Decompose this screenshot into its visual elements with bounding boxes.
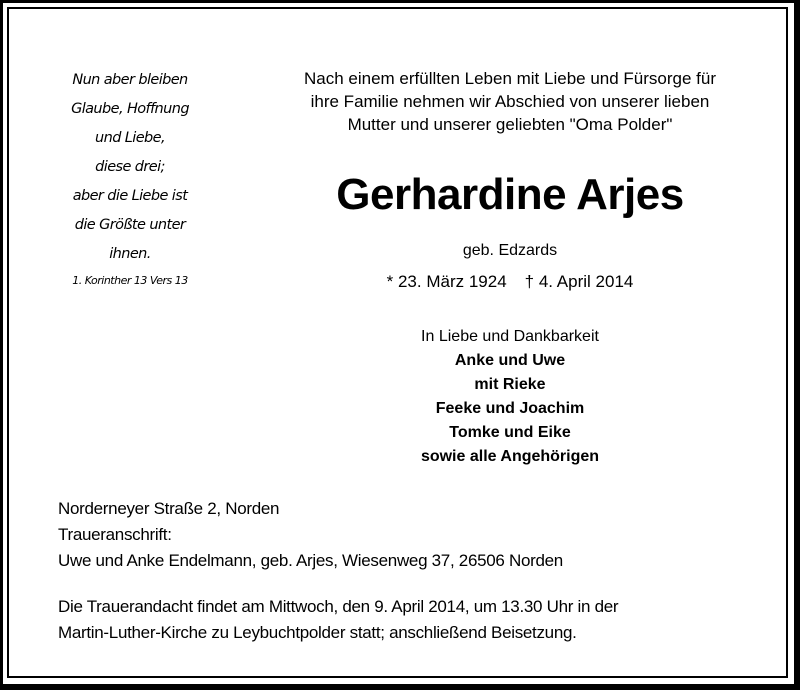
family-member: Tomke und Eike [449, 424, 571, 441]
bible-verse [40, 66, 220, 291]
service-line: Die Trauerandacht findet am Mittwoch, den 9. April 2014, um 13.30 Uhr in der [58, 597, 619, 616]
verse-line: aber die Liebe ist [72, 188, 188, 204]
deceased-name: Gerhardine Arjes [336, 170, 684, 219]
address-block [58, 496, 758, 574]
family-member: sowie alle Angehörigen [420, 448, 600, 465]
intro-line: ihre Familie nehmen wir Abschied von unserer lieben [310, 92, 710, 111]
maiden-name: geb. Edzards [462, 242, 558, 259]
verse-line: die Größte unter [74, 217, 186, 233]
intro-line: Mutter und unserer geliebten "Oma Polder" [347, 115, 673, 134]
family-member: mit Rieke [474, 376, 546, 393]
service-info [58, 594, 758, 646]
family-member: Feeke und Joachim [435, 400, 585, 417]
address-line: Norderneyer Straße 2, Norden [58, 499, 280, 518]
verse-line: Glaube, Hoffnung [71, 101, 189, 117]
service-line: Martin-Luther-Kirche zu Leybuchtpolder statt; anschließend Beisetzung. [58, 623, 577, 642]
family-signatures [310, 325, 710, 469]
address-line: Traueranschrift: [58, 525, 172, 544]
verse-reference: 1. Korinther 13 Vers 13 [72, 274, 188, 287]
verse-line: ihnen. [109, 246, 151, 262]
family-member: Anke und Uwe [454, 352, 566, 369]
life-dates [250, 270, 770, 294]
verse-line: Nun aber bleiben [72, 72, 188, 88]
death-date: † 4. April 2014 [524, 272, 634, 291]
address-line: Uwe und Anke Endelmann, geb. Arjes, Wiesenweg 37, 26506 Norden [58, 551, 563, 570]
verse-line: diese drei; [95, 159, 165, 175]
intro-text [250, 67, 770, 136]
family-lead: In Liebe und Dankbarkeit [421, 328, 599, 345]
birth-date: * 23. März 1924 [386, 272, 507, 291]
verse-line: und Liebe, [95, 130, 165, 146]
intro-line: Nach einem erfüllten Leben mit Liebe und Fürsorge für [303, 69, 716, 88]
